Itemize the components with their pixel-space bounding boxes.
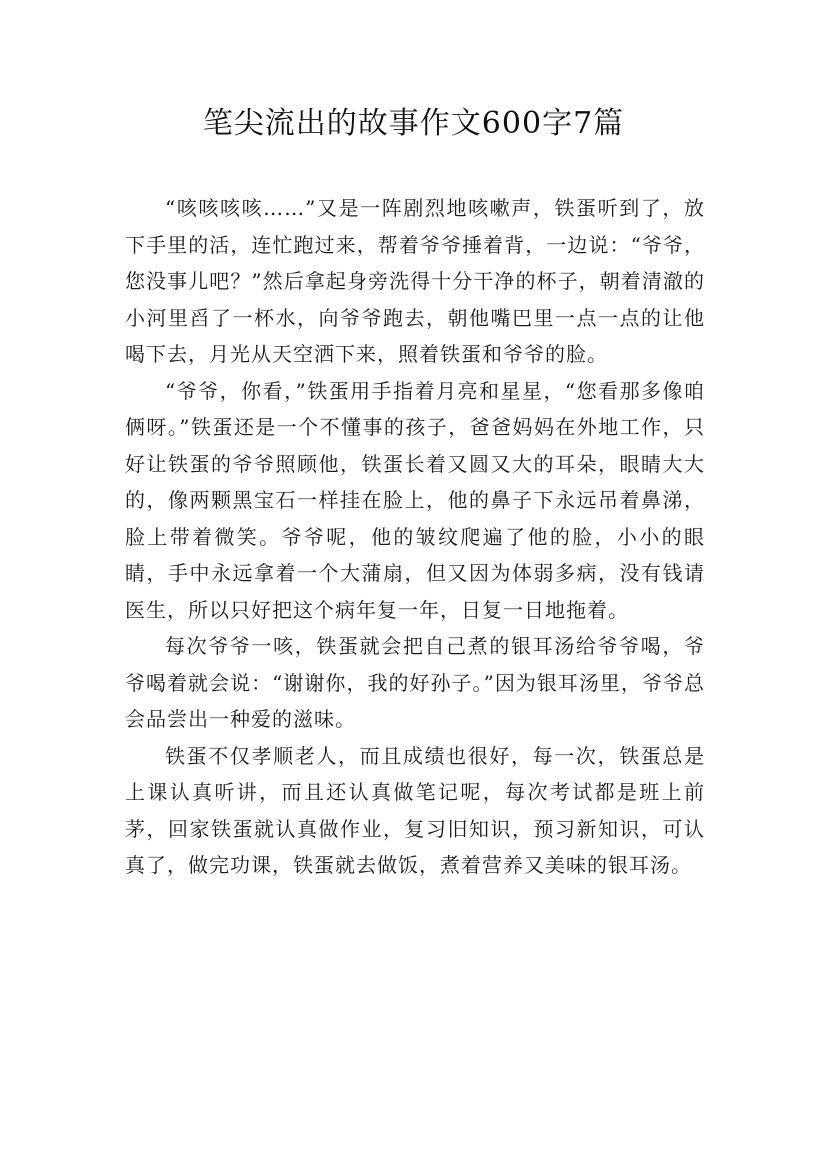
- paragraph-2: “爷爷，你看，”铁蛋用手指着月亮和星星，“您看那多像咱俩呀。”铁蛋还是一个不懂事的孩子，爸爸妈妈在外地工作，只好让铁蛋的爷爷照顾他，铁蛋长着又圆又大的耳朵，眼睛大大的，像两颗黑宝石一样挂在脸上，他的鼻子下永远吊着鼻涕，脸上带着微笑。爷爷呢，他的皱纹爬遍了他的脸，小小的眼睛，手中永远拿着一个大蒲扇，但又因为体弱多病，没有钱请医生，所以只好把这个病年复一年，日复一日地拖着。: [125, 378, 705, 622]
- paragraph-1: “咳咳咳咳……”又是一阵剧烈地咳嗽声，铁蛋听到了，放下手里的活，连忙跑过来，帮着爷爷捶着背，一边说：“爷爷，您没事儿吧？”然后拿起身旁洗得十分干净的杯子，朝着清澈的小河里舀了一杯水，向爷爷跑去，朝他嘴巴里一点一点的让他喝下去，月光从天空洒下来，照着铁蛋和爷爷的脸。: [125, 196, 705, 366]
- document-title: 笔尖流出的故事作文600字7篇: [202, 106, 625, 141]
- document-body: [125, 190, 705, 884]
- paragraph-3: 每次爷爷一咳，铁蛋就会把自己煮的银耳汤给爷爷喝，爷爷喝着就会说：“谢谢你，我的好孙子。”因为银耳汤里，爷爷总会品尝出一种爱的滋味。: [125, 634, 705, 731]
- paragraph-4: 铁蛋不仅孝顺老人，而且成绩也很好，每一次，铁蛋总是上课认真听讲，而且还认真做笔记呢，每次考试都是班上前茅，回家铁蛋就认真做作业，复习旧知识，预习新知识，可认真了，做完功课，铁蛋就去做饭，煮着营养又美味的银耳汤。: [125, 743, 705, 877]
